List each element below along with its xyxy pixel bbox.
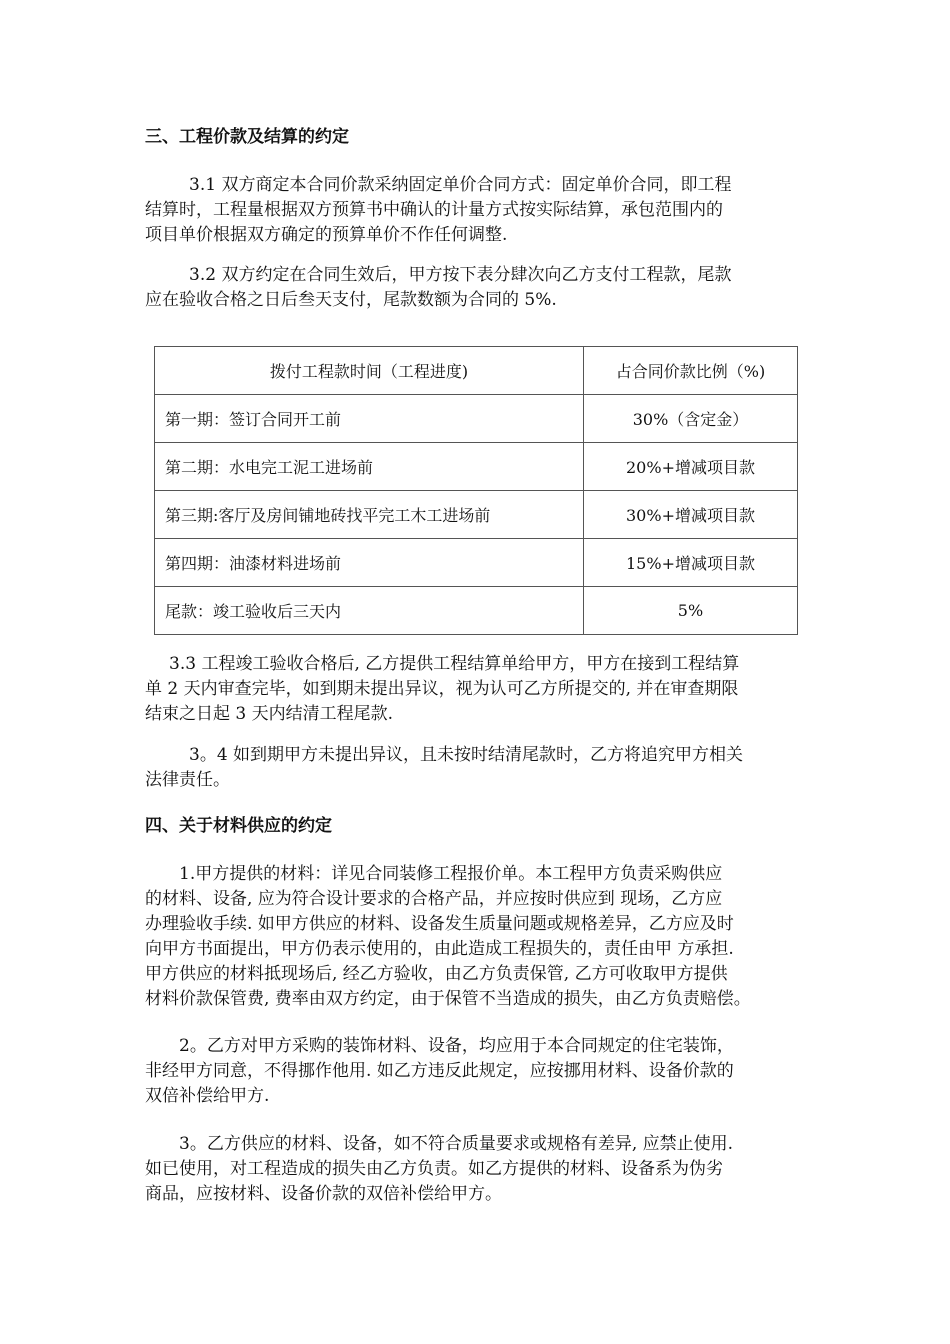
- table-row: [155, 395, 798, 443]
- table-row: [155, 587, 798, 635]
- payment-schedule-table: [154, 346, 798, 635]
- clause-3-3-line: 单 2 天内审查完毕，如到期未提出异议，视为认可乙方所提交的, 并在审查期限: [145, 679, 739, 699]
- table-cell-ratio: 15%+增减项目款: [584, 539, 798, 587]
- table-cell-stage: 第四期：油漆材料进场前: [155, 539, 584, 587]
- clause-3-3: [145, 652, 825, 727]
- clause-3-3-line: 3.3 工程竣工验收合格后, 乙方提供工程结算单给甲方，甲方在接到工程结算: [169, 654, 740, 674]
- table-cell-stage: 尾款：竣工验收后三天内: [155, 587, 584, 635]
- clause-3-2-line: 3.2 双方约定在合同生效后，甲方按下表分肆次向乙方支付工程款，尾款: [189, 265, 732, 285]
- clause-3-2: [145, 263, 825, 313]
- clause-4-1-line: 办理验收手续. 如甲方供应的材料、设备发生质量问题或规格差异，乙方应及时: [145, 914, 734, 934]
- clause-4-1-line: 的材料、设备, 应为符合设计要求的合格产品，并应按时供应到 现场，乙方应: [145, 889, 723, 909]
- clause-3-4-line: 3。4 如到期甲方未提出异议，且未按时结清尾款时，乙方将追究甲方相关: [189, 745, 744, 765]
- table-cell-stage: 第一期：签订合同开工前: [155, 395, 584, 443]
- table-row: [155, 539, 798, 587]
- clause-4-1-line: 向甲方书面提出，甲方仍表示使用的，由此造成工程损失的，责任由甲 方承担.: [145, 939, 734, 959]
- section-3-heading: 三、工程价款及结算的约定: [145, 127, 349, 147]
- table-cell-stage: 第二期：水电完工泥工进场前: [155, 443, 584, 491]
- clause-4-3-line: 商品，应按材料、设备价款的双倍补偿给甲方。: [145, 1184, 502, 1204]
- clause-4-3-line: 如已使用，对工程造成的损失由乙方负责。如乙方提供的材料、设备系为伪劣: [145, 1159, 723, 1179]
- clause-3-1-line: 结算时，工程量根据双方预算书中确认的计量方式按实际结算，承包范围内的: [145, 200, 723, 220]
- clause-4-2-line: 非经甲方同意，不得挪作他用. 如乙方违反此规定，应按挪用材料、设备价款的: [145, 1061, 734, 1081]
- clause-4-1: [145, 862, 825, 1012]
- clause-4-3: [145, 1132, 825, 1207]
- clause-3-3-line: 结束之日起 3 天内结清工程尾款.: [145, 704, 394, 724]
- clause-3-1-line: 3.1 双方商定本合同价款采纳固定单价合同方式：固定单价合同，即工程: [189, 175, 732, 195]
- table-cell-ratio: 30%+增减项目款: [584, 491, 798, 539]
- table-cell-stage: 第三期:客厅及房间铺地砖找平完工木工进场前: [155, 491, 584, 539]
- clause-4-3-line: 3。乙方供应的材料、设备，如不符合质量要求或规格有差异, 应禁止使用.: [179, 1134, 734, 1154]
- clause-3-1: [145, 173, 825, 248]
- table-header-row: [155, 347, 798, 395]
- table-row: [155, 491, 798, 539]
- table-header-cell: 占合同价款比例（%): [584, 347, 798, 395]
- clause-4-1-line: 材料价款保管费, 费率由双方约定，由于保管不当造成的损失，由乙方负责赔偿。: [145, 989, 751, 1009]
- table-row: [155, 443, 798, 491]
- clause-4-2-line: 2。乙方对甲方采购的装饰材料、设备，均应用于本合同规定的住宅装饰，: [179, 1036, 734, 1056]
- clause-3-4-line: 法律责任。: [145, 770, 230, 790]
- table-cell-ratio: 5%: [584, 587, 798, 635]
- clause-4-2: [145, 1034, 825, 1109]
- section-4-heading: 四、关于材料供应的约定: [145, 816, 332, 836]
- clause-3-2-line: 应在验收合格之日后叁天支付，尾款数额为合同的 5%.: [145, 290, 557, 310]
- table-cell-ratio: 30%（含定金）: [584, 395, 798, 443]
- clause-4-1-line: 甲方供应的材料抵现场后, 经乙方验收，由乙方负责保管, 乙方可收取甲方提供: [145, 964, 728, 984]
- clause-3-1-line: 项目单价根据双方确定的预算单价不作任何调整.: [145, 225, 508, 245]
- table-header-cell: 拨付工程款时间（工程进度): [155, 347, 584, 395]
- clause-3-4: [145, 743, 825, 793]
- clause-4-1-line: 1.甲方提供的材料：详见合同装修工程报价单。本工程甲方负责采购供应: [179, 864, 723, 884]
- clause-4-2-line: 双倍补偿给甲方.: [145, 1086, 270, 1106]
- table-cell-ratio: 20%+增减项目款: [584, 443, 798, 491]
